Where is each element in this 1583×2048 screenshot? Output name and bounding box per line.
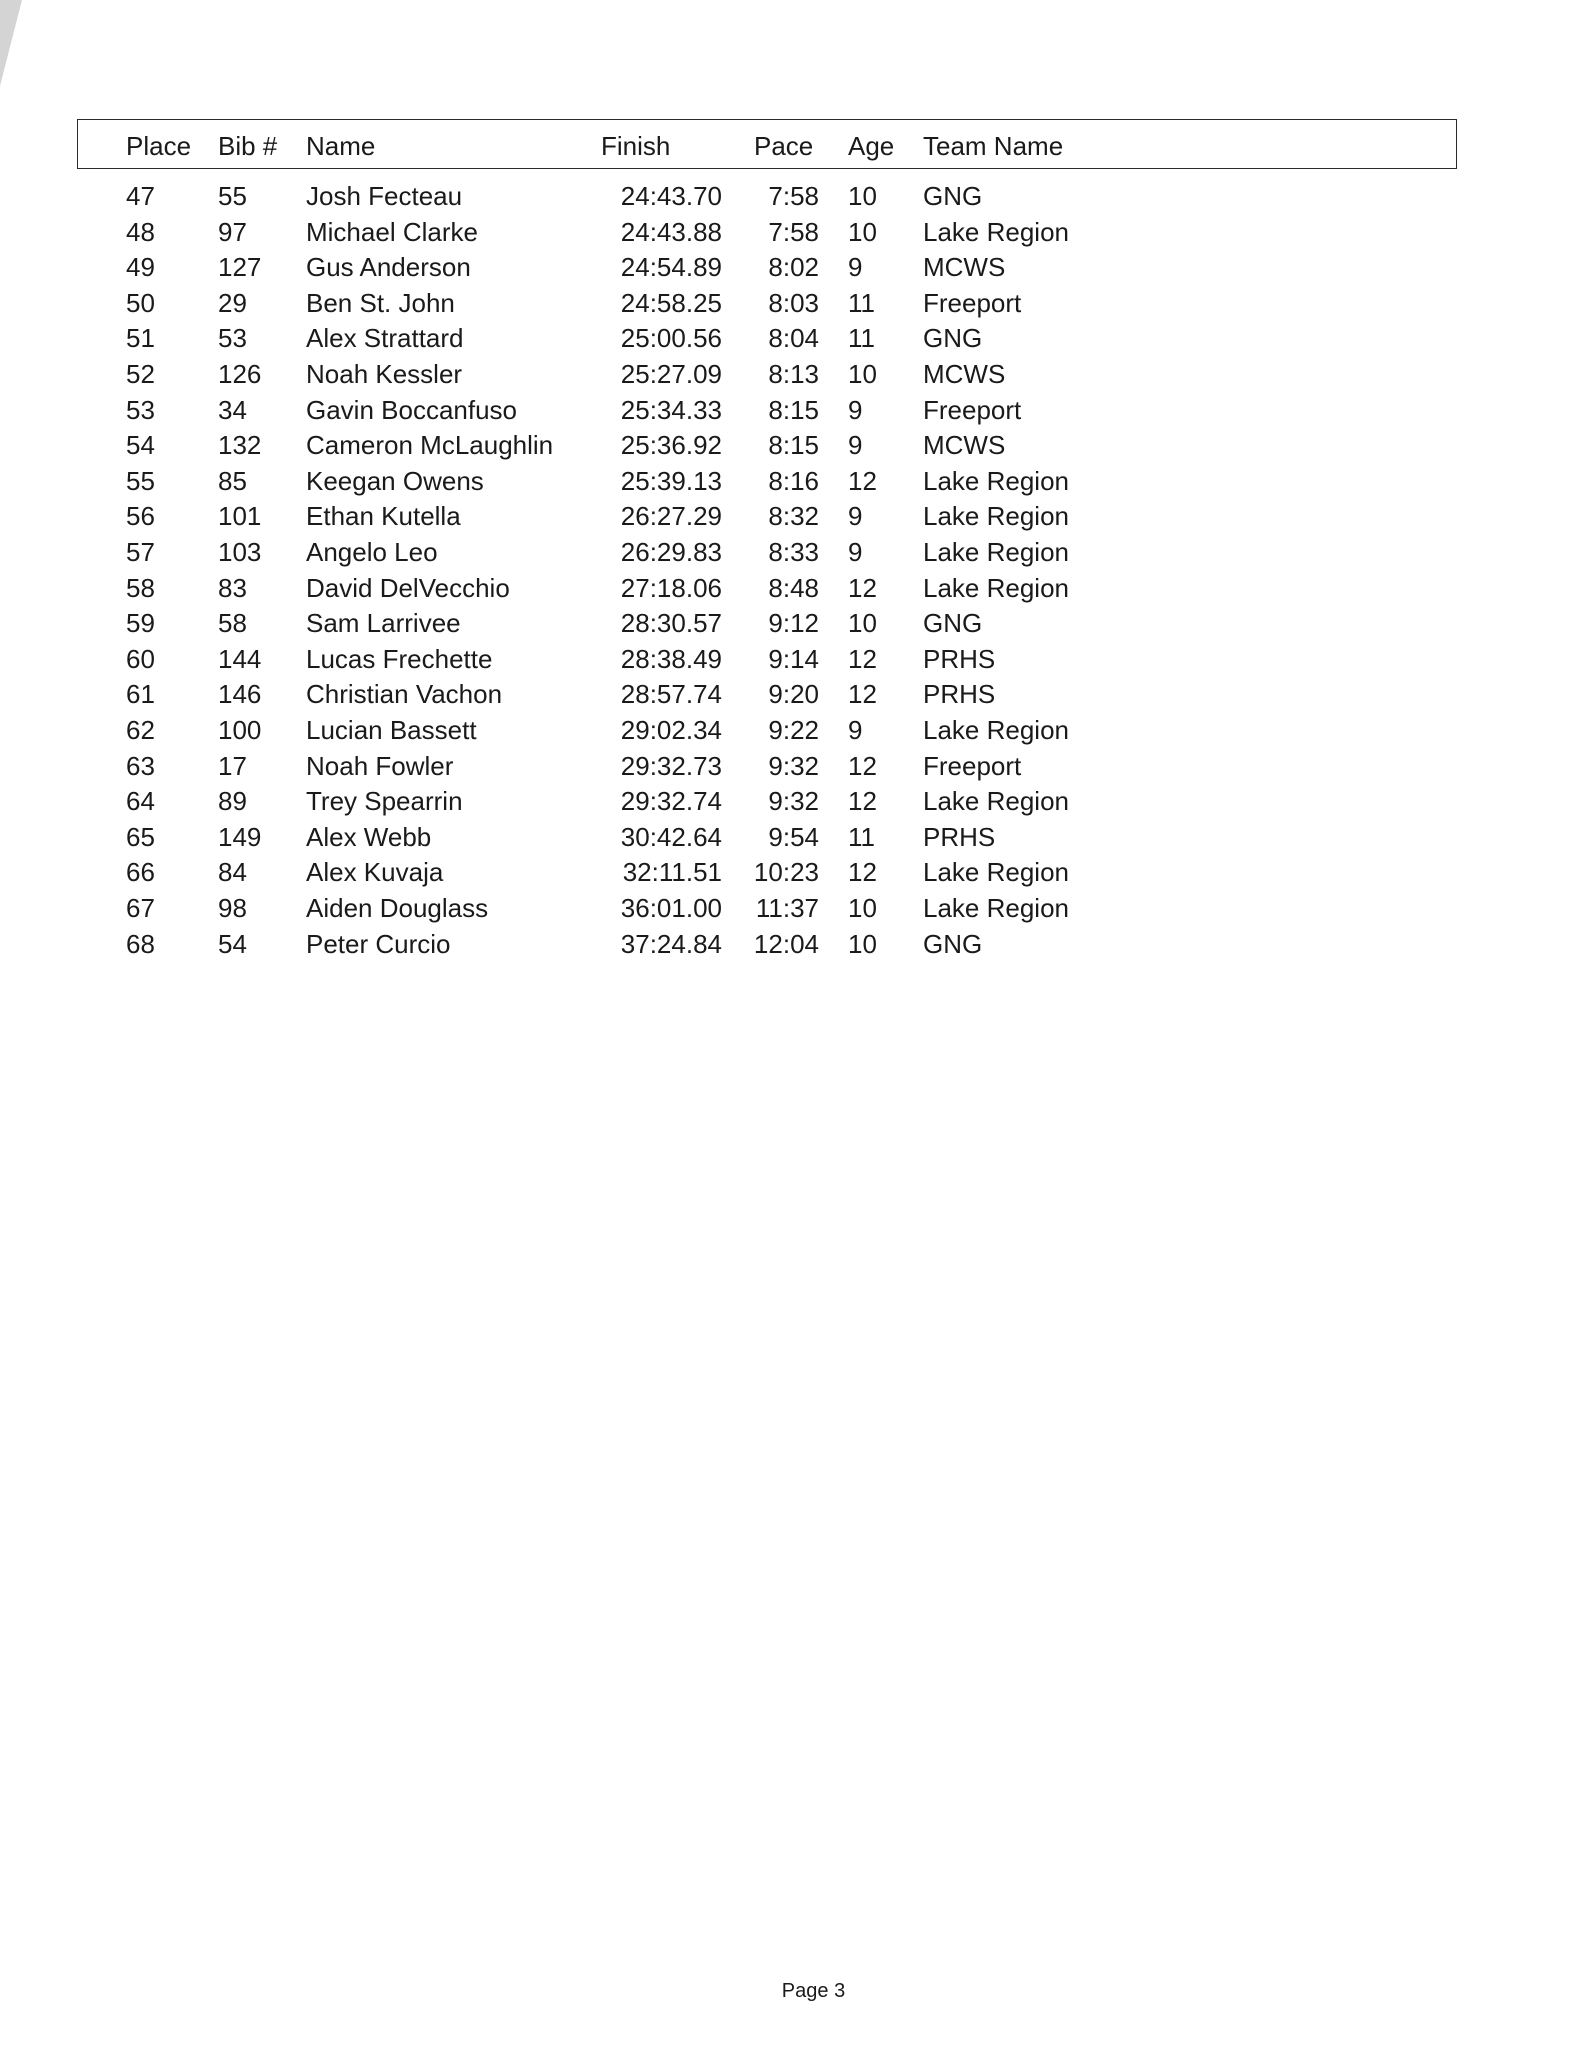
row-place: 59: [126, 608, 155, 638]
row-pace: 8:15: [768, 395, 819, 425]
row-team: MCWS: [923, 252, 1006, 282]
row-age: 12: [848, 857, 877, 887]
row-bib: 103: [218, 537, 262, 567]
row-bib: 101: [218, 501, 262, 531]
row-bib: 58: [218, 608, 247, 638]
row-bib: 55: [218, 181, 247, 211]
row-finish: 24:43.70: [620, 181, 722, 211]
row-finish: 24:58.25: [620, 288, 722, 318]
row-name: Gavin Boccanfuso: [306, 395, 518, 425]
row-place: 63: [126, 751, 155, 781]
row-bib: 98: [218, 893, 247, 923]
row-bib: 127: [218, 252, 262, 282]
row-pace: 8:16: [768, 466, 819, 496]
row-age: 11: [848, 822, 875, 852]
row-pace: 9:32: [768, 751, 819, 781]
header-place: Place: [126, 131, 192, 161]
row-team: GNG: [923, 323, 983, 353]
row-place: 65: [126, 822, 155, 852]
row-pace: 9:32: [768, 786, 819, 816]
row-pace: 8:02: [768, 252, 819, 282]
row-team: Lake Region: [923, 715, 1069, 745]
row-bib: 85: [218, 466, 247, 496]
row-pace: 8:32: [768, 501, 819, 531]
row-bib: 89: [218, 786, 247, 816]
row-bib: 53: [218, 323, 247, 353]
header-age: Age: [848, 131, 895, 161]
row-name: Trey Spearrin: [306, 786, 463, 816]
row-place: 50: [126, 288, 155, 318]
row-pace: 10:23: [753, 857, 819, 887]
row-age: 12: [848, 573, 877, 603]
row-name: Angelo Leo: [306, 537, 438, 567]
row-place: 62: [126, 715, 155, 745]
row-age: 9: [848, 501, 863, 531]
header-name: Name: [306, 131, 376, 161]
row-team: MCWS: [923, 430, 1006, 460]
row-age: 12: [848, 644, 877, 674]
row-team: PRHS: [923, 644, 996, 674]
row-name: Sam Larrivee: [306, 608, 461, 638]
row-bib: 144: [218, 644, 262, 674]
row-name: Lucas Frechette: [306, 644, 493, 674]
row-pace: 7:58: [768, 181, 819, 211]
row-bib: 100: [218, 715, 262, 745]
row-place: 55: [126, 466, 155, 496]
page-number: Page 3: [781, 1980, 846, 2002]
row-team: PRHS: [923, 822, 996, 852]
row-finish: 28:30.57: [620, 608, 722, 638]
row-place: 47: [126, 181, 155, 211]
row-name: David DelVecchio: [306, 573, 510, 603]
row-finish: 36:01.00: [620, 893, 722, 923]
row-bib: 34: [218, 395, 247, 425]
header-team: Team Name: [923, 131, 1064, 161]
row-name: Alex Strattard: [306, 323, 464, 353]
row-name: Noah Kessler: [306, 359, 463, 389]
row-finish: 28:57.74: [620, 679, 722, 709]
row-team: MCWS: [923, 359, 1006, 389]
row-team: GNG: [923, 181, 983, 211]
header-finish: Finish: [601, 131, 671, 161]
row-pace: 8:15: [768, 430, 819, 460]
row-place: 64: [126, 786, 155, 816]
row-name: Michael Clarke: [306, 217, 478, 247]
row-name: Peter Curcio: [306, 929, 451, 959]
row-pace: 8:48: [768, 573, 819, 603]
row-finish: 26:29.83: [620, 537, 722, 567]
row-bib: 17: [218, 751, 247, 781]
row-age: 12: [848, 466, 877, 496]
row-team: GNG: [923, 608, 983, 638]
row-age: 11: [848, 288, 875, 318]
row-bib: 29: [218, 288, 247, 318]
row-age: 12: [848, 751, 877, 781]
row-pace: 8:33: [768, 537, 819, 567]
row-bib: 126: [218, 359, 262, 389]
row-finish: 37:24.84: [620, 929, 722, 959]
row-age: 9: [848, 252, 863, 282]
row-place: 60: [126, 644, 155, 674]
row-team: Freeport: [923, 288, 1022, 318]
row-age: 12: [848, 679, 877, 709]
row-age: 10: [848, 359, 877, 389]
row-finish: 28:38.49: [620, 644, 722, 674]
row-finish: 25:39.13: [620, 466, 722, 496]
row-team: Lake Region: [923, 786, 1069, 816]
row-place: 49: [126, 252, 155, 282]
row-bib: 97: [218, 217, 247, 247]
row-place: 58: [126, 573, 155, 603]
row-pace: 7:58: [768, 217, 819, 247]
row-place: 61: [126, 679, 155, 709]
row-finish: 25:36.92: [620, 430, 722, 460]
row-team: Freeport: [923, 751, 1022, 781]
row-name: Christian Vachon: [306, 679, 503, 709]
row-pace: 12:04: [753, 929, 819, 959]
row-finish: 29:02.34: [620, 715, 722, 745]
row-name: Keegan Owens: [306, 466, 484, 496]
row-place: 53: [126, 395, 155, 425]
row-name: Noah Fowler: [306, 751, 454, 781]
row-team: Lake Region: [923, 893, 1069, 923]
row-pace: 9:14: [768, 644, 819, 674]
row-age: 10: [848, 929, 877, 959]
header-bib: Bib #: [218, 131, 278, 161]
row-finish: 26:27.29: [620, 501, 722, 531]
row-finish: 27:18.06: [620, 573, 722, 603]
row-bib: 84: [218, 857, 247, 887]
row-team: Freeport: [923, 395, 1022, 425]
row-pace: 9:20: [768, 679, 819, 709]
row-pace: 8:13: [768, 359, 819, 389]
row-finish: 29:32.74: [620, 786, 722, 816]
row-pace: 9:12: [768, 608, 819, 638]
row-finish: 24:54.89: [620, 252, 722, 282]
row-bib: 54: [218, 929, 247, 959]
row-place: 51: [126, 323, 155, 353]
row-team: Lake Region: [923, 857, 1069, 887]
row-place: 67: [126, 893, 155, 923]
row-team: Lake Region: [923, 573, 1069, 603]
row-age: 9: [848, 430, 863, 460]
row-age: 9: [848, 537, 863, 567]
row-pace: 8:04: [768, 323, 819, 353]
row-age: 10: [848, 217, 877, 247]
row-age: 10: [848, 608, 877, 638]
row-team: Lake Region: [923, 217, 1069, 247]
row-finish: 25:34.33: [620, 395, 722, 425]
row-name: Gus Anderson: [306, 252, 471, 282]
row-finish: 25:27.09: [620, 359, 722, 389]
row-team: PRHS: [923, 679, 996, 709]
row-team: Lake Region: [923, 501, 1069, 531]
row-team: Lake Region: [923, 537, 1069, 567]
row-finish: 32:11.51: [622, 857, 722, 887]
row-age: 9: [848, 715, 863, 745]
row-name: Lucian Bassett: [306, 715, 477, 745]
row-finish: 25:00.56: [620, 323, 722, 353]
row-age: 9: [848, 395, 863, 425]
row-finish: 30:42.64: [620, 822, 722, 852]
row-name: Cameron McLaughlin: [306, 430, 554, 460]
row-place: 52: [126, 359, 155, 389]
row-age: 11: [848, 323, 875, 353]
row-age: 12: [848, 786, 877, 816]
row-bib: 149: [218, 822, 262, 852]
header-pace: Pace: [754, 131, 814, 161]
row-place: 56: [126, 501, 155, 531]
row-name: Ethan Kutella: [306, 501, 461, 531]
row-pace: 11:37: [755, 893, 819, 923]
row-place: 57: [126, 537, 155, 567]
row-bib: 146: [218, 679, 262, 709]
row-age: 10: [848, 893, 877, 923]
row-name: Ben St. John: [306, 288, 455, 318]
row-pace: 8:03: [768, 288, 819, 318]
row-age: 10: [848, 181, 877, 211]
row-name: Alex Kuvaja: [306, 857, 444, 887]
row-pace: 9:22: [768, 715, 819, 745]
row-finish: 29:32.73: [620, 751, 722, 781]
row-team: Lake Region: [923, 466, 1069, 496]
row-place: 54: [126, 430, 155, 460]
row-bib: 132: [218, 430, 262, 460]
row-finish: 24:43.88: [620, 217, 722, 247]
row-name: Josh Fecteau: [306, 181, 463, 211]
scan-corner-mark: [0, 0, 22, 86]
row-pace: 9:54: [768, 822, 819, 852]
row-bib: 83: [218, 573, 247, 603]
row-name: Aiden Douglass: [306, 893, 489, 923]
row-place: 48: [126, 217, 155, 247]
row-place: 66: [126, 857, 155, 887]
row-place: 68: [126, 929, 155, 959]
row-name: Alex Webb: [306, 822, 432, 852]
row-team: GNG: [923, 929, 983, 959]
